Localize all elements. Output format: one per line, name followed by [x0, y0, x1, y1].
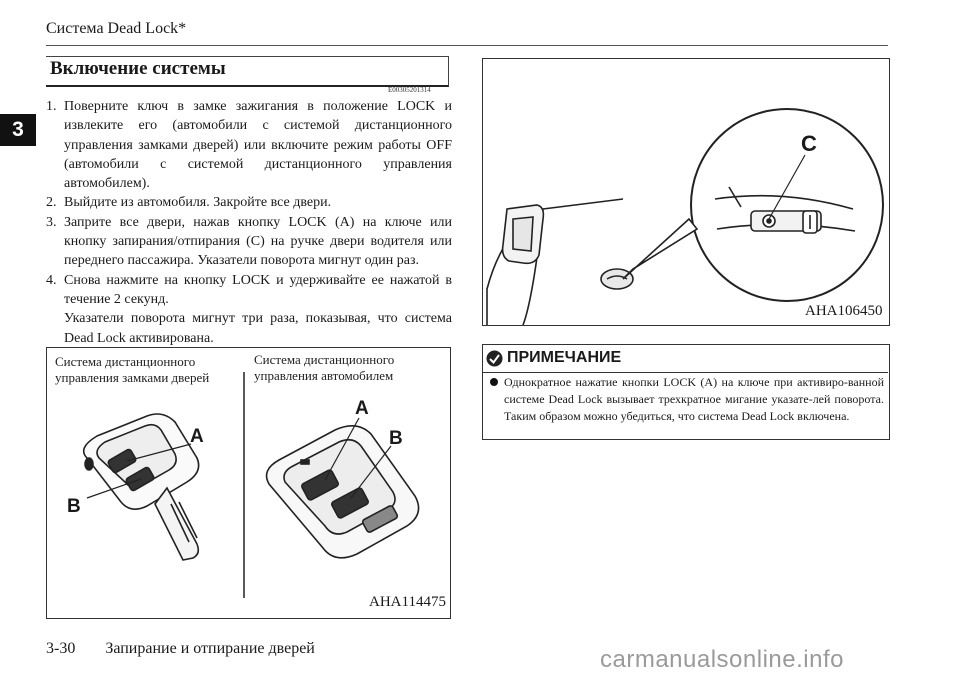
- callout-b-smart-key: B: [389, 428, 403, 449]
- door-drawing: [483, 59, 889, 325]
- checkmark-icon: [486, 350, 503, 367]
- figure-code: AHA114475: [369, 594, 446, 610]
- zoom-circle: [691, 109, 883, 301]
- note-title: ПРИМЕЧАНИЕ: [507, 349, 622, 366]
- callout-a-smart-key: A: [355, 398, 369, 419]
- folding-key-icon: [84, 414, 199, 560]
- step-4: 4. Снова нажмите на кнопку LOCK и удерживайте ее нажатой в течение 2 секунд.: [46, 272, 452, 307]
- section-code: E00305201314: [388, 86, 431, 94]
- page-header-title: Система Dead Lock*: [46, 20, 187, 37]
- step-1: 1. Поверните ключ в замке зажигания в положение LOCK и извлеките его (автомобили с системой дистанционного управления замками дверей) или включите режим работы OFF (автомобили с системой дистанционного управления автомобилем).: [46, 99, 452, 192]
- label-keyless-operation: Система дистанционного управления автомобилем: [254, 352, 395, 383]
- callout-b-folding-key: B: [67, 496, 81, 517]
- door-handle-illustration-panel: [482, 58, 890, 326]
- car-door-icon: [487, 199, 633, 325]
- bullet-icon: [490, 378, 498, 386]
- watermark: carmanualsonline.info: [600, 646, 844, 673]
- instruction-steps: [46, 97, 452, 348]
- page-footer: [46, 640, 315, 658]
- keys-drawing: [47, 348, 450, 618]
- step-2: 2. Выйдите из автомобиля. Закройте все двери.: [46, 195, 332, 211]
- callout-a-folding-key: A: [190, 426, 204, 447]
- section-title: Включение системы: [50, 58, 226, 79]
- figure-code-door: AHA106450: [805, 303, 883, 319]
- key-illustration-panel: [46, 347, 451, 619]
- note-text: Однократное нажатие кнопки LOCK (A) на ключе при активиро-ванной системе Dead Lock вызывает трехкратное мигание указате-лей поворота. Таким образом можно убедиться, что система Dead Lock включена.: [504, 375, 884, 423]
- page-number: 3-30: [46, 640, 76, 657]
- chapter-tab: 3: [0, 114, 36, 146]
- step-4-result: Указатели поворота мигнут три раза, показывая, что система Dead Lock активирована.: [64, 311, 452, 346]
- step-3: 3. Заприте все двери, нажав кнопку LOCK (A) на ключе или кнопку запирания/отпирания (C) на ручке двери водителя или переднего пассажира. Указатели поворота мигнут один раз.: [46, 214, 452, 269]
- footer-chapter-title: Запирание и отпирание дверей: [105, 640, 315, 657]
- header-divider: [46, 45, 888, 46]
- callout-c: C: [801, 131, 817, 156]
- label-keyless-entry: Система дистанционного управления замками дверей: [55, 354, 210, 385]
